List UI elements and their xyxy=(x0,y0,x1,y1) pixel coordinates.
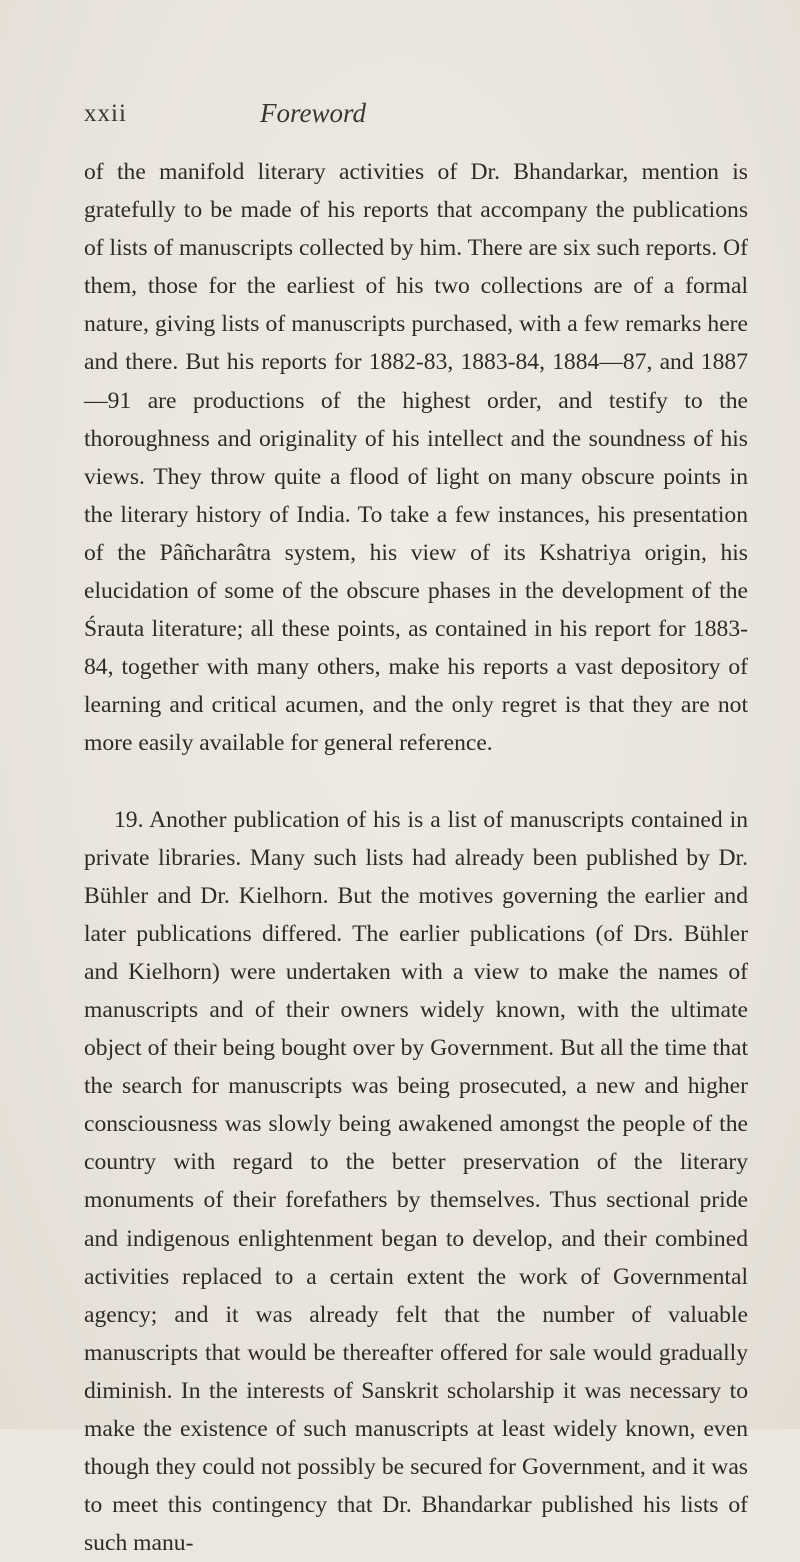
running-head xyxy=(84,100,744,140)
paragraph-continued: of the manifold literary activities of Dr. Bhandarkar, mention is gratefully to be made of his reports that accompany the publications of lists of manuscripts collected by him. There are six such reports. Of them, those for the earliest of his two collections are of a formal nature, giving lists of manuscripts purchased, with a few remarks here and there. But his reports for 1882-83, 1883-84, 1884—87, and 1887—91 are productions of the highest order, and testify to the thoroughness and originality of his intellect and the soundness of his views. They throw quite a flood of light on many obscure points in the literary history of India. To take a few instances, his presentation of the Pâñcharâtra system, his view of its Kshatriya origin, his elucidation of some of the obscure phases in the development of the Śrauta literature; all these points, as contained in his report for 1883-84, together with many others, make his reports a vast depository of learning and critical acumen, and the only regret is that they are not more easily available for general reference. xyxy=(84,153,748,763)
page-number: xxii xyxy=(84,100,127,128)
body-text xyxy=(84,153,748,1562)
paragraph-19: 19. Another publication of his is a list of manuscripts contained in private libraries. Many such lists had already been published by Dr. Bühler and Dr. Kielhorn. But the motives governing the earlier and later publications differed. The earlier publications (of Drs. Bühler and Kielhorn) were undertaken with a view to make the names of manuscripts and of their owners widely known, with the ultimate object of their being bought over by Government. But all the time that the search for manuscripts was being prosecuted, a new and higher consciousness was slowly being awakened amongst the people of the country with regard to the better preservation of the literary monuments of their forefathers by themselves. Thus sectional pride and indigenous enlightenment began to develop, and their combined activities replaced to a certain extent the work of Governmental agency; and it was already felt that the number of valuable manuscripts that would be thereafter offered for sale would gradually diminish. In the interests of Sanskrit scholarship it was necessary to make the existence of such manuscripts at least widely known, even though they could not possibly be secured for Government, and it was to meet this contingency that Dr. Bhandarkar published his lists of such manu- xyxy=(84,801,748,1562)
running-title: Foreword xyxy=(260,98,366,129)
